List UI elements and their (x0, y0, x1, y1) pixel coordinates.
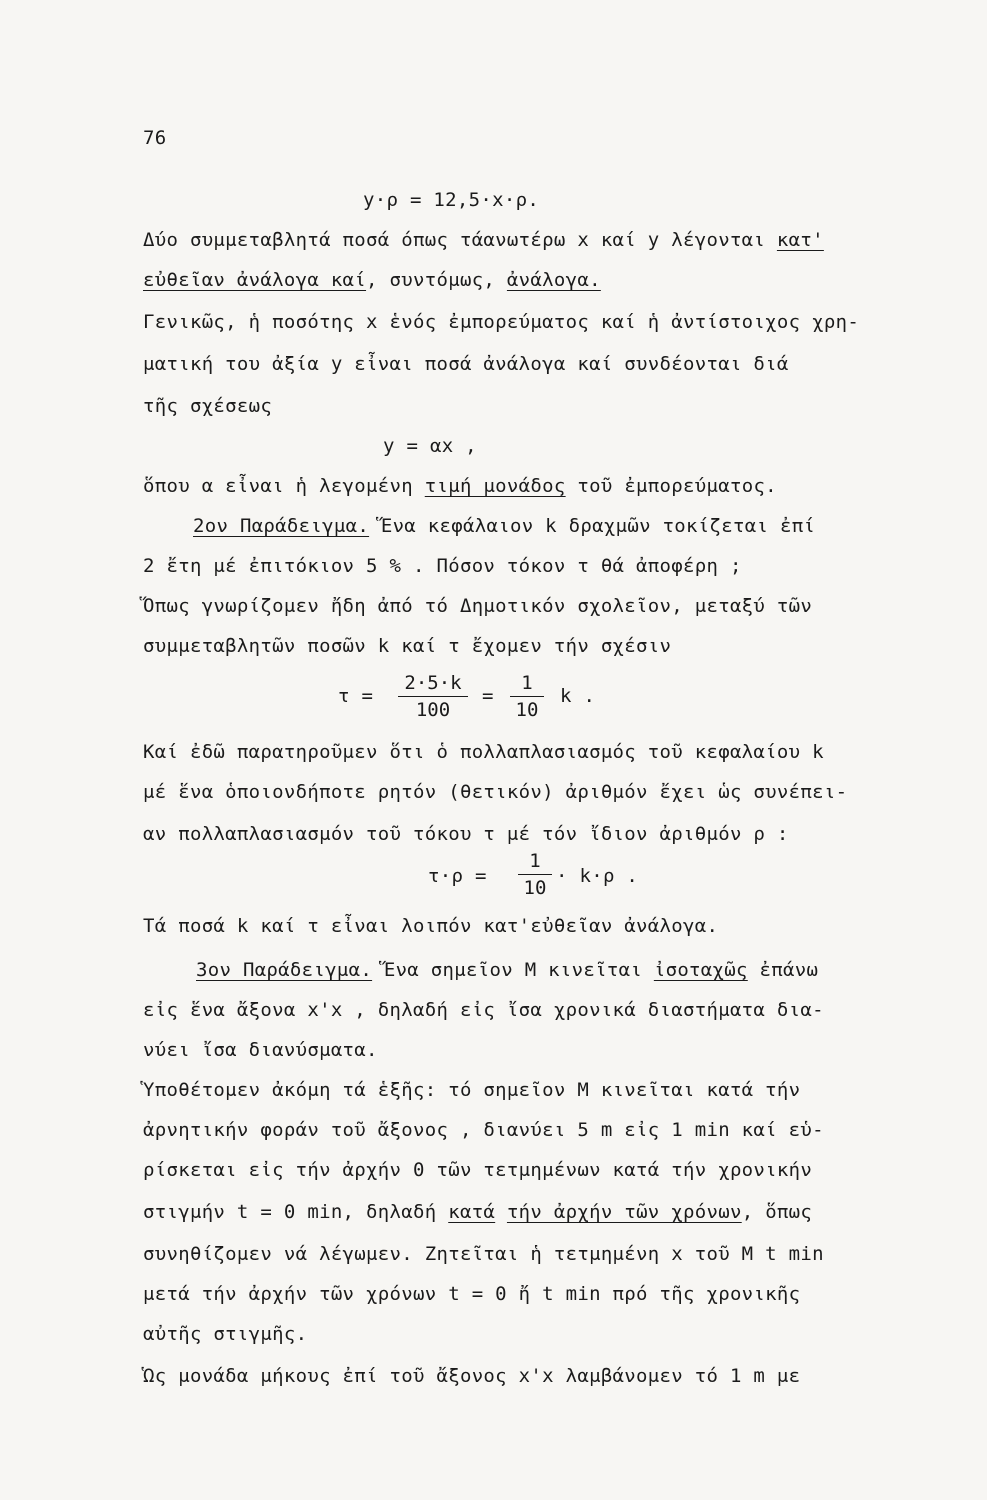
equation-equals: = (482, 685, 494, 707)
fraction (518, 850, 552, 899)
text-line: αὐτῆς στιγμῆς. (143, 1323, 308, 1345)
text-line: Τά ποσά k καί τ εἶναι λοιπόν κατ'εὐθεῖαν ἀνάλογα. (143, 915, 719, 937)
text-span: Ἕνα κεφάλαιον k δραχμῶν τοκίζεται ἐπί (369, 515, 816, 537)
text-line: συμμεταβλητῶν ποσῶν k καί τ ἔχομεν τήν σχέσιν (143, 635, 672, 657)
fraction (398, 672, 468, 721)
fraction-numerator: 1 (510, 672, 544, 697)
example-heading: 2ον Παράδειγμα. (193, 515, 370, 537)
text-span: , ὅπως (741, 1201, 813, 1223)
text-line: μέ ἕνα ὁποιονδήποτε ρητόν (θετικόν) ἀριθμόν ἔχει ὡς συνέπει- (143, 781, 848, 803)
underlined-term: ἀνάλογα. (506, 269, 601, 291)
fraction-numerator: 1 (518, 850, 552, 875)
example-heading: 3ον Παράδειγμα. (196, 959, 373, 981)
text-span: Ἕνα σημεῖον Μ κινεῖται (372, 959, 654, 981)
text-line (143, 268, 927, 292)
fraction-denominator: 10 (515, 699, 539, 721)
text-span: ἐπάνω (747, 959, 819, 981)
underlined-term: τήν ἀρχήν τῶν χρόνων (506, 1201, 742, 1223)
text-line (143, 228, 927, 252)
page-number: 76 (143, 127, 167, 149)
text-span: τοῦ ἐμπορεύματος. (565, 475, 777, 497)
equation-tail: · k·ρ . (556, 865, 639, 887)
text-line: ρίσκεται εἰς τήν ἀρχήν 0 τῶν τετμημένων κατά τήν χρονικήν (143, 1159, 813, 1181)
equation-lhs: τ = (338, 685, 374, 707)
fraction-denominator: 10 (523, 877, 547, 899)
text-line (193, 514, 927, 538)
text-line: Γενικῶς, ἡ ποσότης x ἑνός ἐμπορεύματος καί ἡ ἀντίστοιχος χρη- (143, 311, 860, 333)
text-line: εἰς ἕνα ἄξονα x'x , δηλαδή εἰς ἴσα χρονικά διαστήματα δια- (143, 999, 824, 1021)
text-line: αν πολλαπλασιασμόν τοῦ τόκου τ μέ τόν ἴδιον ἀριθμόν ρ : (143, 823, 789, 845)
text-line: νύει ἴσα διανύσματα. (143, 1039, 378, 1061)
text-line: ματική του ἀξία y εἶναι ποσά ἀνάλογα καί συνδέονται διά (143, 353, 789, 375)
text-span (495, 1201, 507, 1223)
text-line: τῆς σχέσεως (143, 395, 273, 417)
text-line (143, 1200, 927, 1224)
text-span: , συντόμως, (366, 269, 507, 291)
equation-lhs: τ·ρ = (428, 865, 487, 887)
text-line: Ὑποθέτομεν ἀκόμη τά ἑξῆς: τό σημεῖον Μ κινεῖται κατά τήν (143, 1079, 801, 1101)
text-line: μετά τήν ἀρχήν τῶν χρόνων t = 0 ἤ t min πρό τῆς χρονικῆς (143, 1283, 801, 1305)
text-line: Ὡς μονάδα μήκους ἐπί τοῦ ἄξονος x'x λαμβάνομεν τό 1 m με (143, 1365, 801, 1387)
underlined-term: κατά (448, 1201, 496, 1223)
text-line (143, 474, 927, 498)
text-span: Δύο συμμεταβλητά ποσά όπως τάανωτέρω x καί y λέγονται (143, 229, 777, 251)
text-span: στιγμήν t = 0 min, δηλαδή (143, 1201, 449, 1223)
text-line (196, 958, 927, 982)
underlined-term: ἰσοταχῶς (653, 959, 748, 981)
underlined-term: τιμή μονάδος (424, 475, 566, 497)
fraction-denominator: 100 (415, 699, 451, 721)
text-line: συνηθίζομεν νά λέγωμεν. Ζητεῖται ἡ τετμημένη x τοῦ Μ t min (143, 1243, 824, 1265)
underlined-term: εὐθεῖαν ἀνάλογα καί (143, 269, 367, 291)
equation-tail: k . (560, 685, 596, 707)
underlined-term: κατ' (776, 229, 824, 251)
equation-line: y·ρ = 12,5·x·ρ. (363, 189, 540, 211)
text-line: 2 ἔτη μέ ἐπιτόκιον 5 % . Πόσον τόκον τ θά ἀποφέρη ; (143, 555, 742, 577)
text-line: Ὅπως γνωρίζομεν ἤδη ἀπό τό Δημοτικόν σχολεῖον, μεταξύ τῶν (143, 595, 813, 617)
text-line: ἀρνητικήν φοράν τοῦ ἄξονος , διανύει 5 m εἰς 1 min καί εὑ- (143, 1119, 824, 1141)
fraction (510, 672, 544, 721)
text-line: Καί ἐδῶ παρατηροῦμεν ὅτι ὁ πολλαπλασιασμός τοῦ κεφαλαίου k (143, 741, 824, 763)
text-span: ὅπου α εἶναι ἡ λεγομένη (143, 475, 425, 497)
fraction-numerator: 2·5·k (398, 672, 468, 697)
equation-line: y = αx , (383, 435, 477, 457)
